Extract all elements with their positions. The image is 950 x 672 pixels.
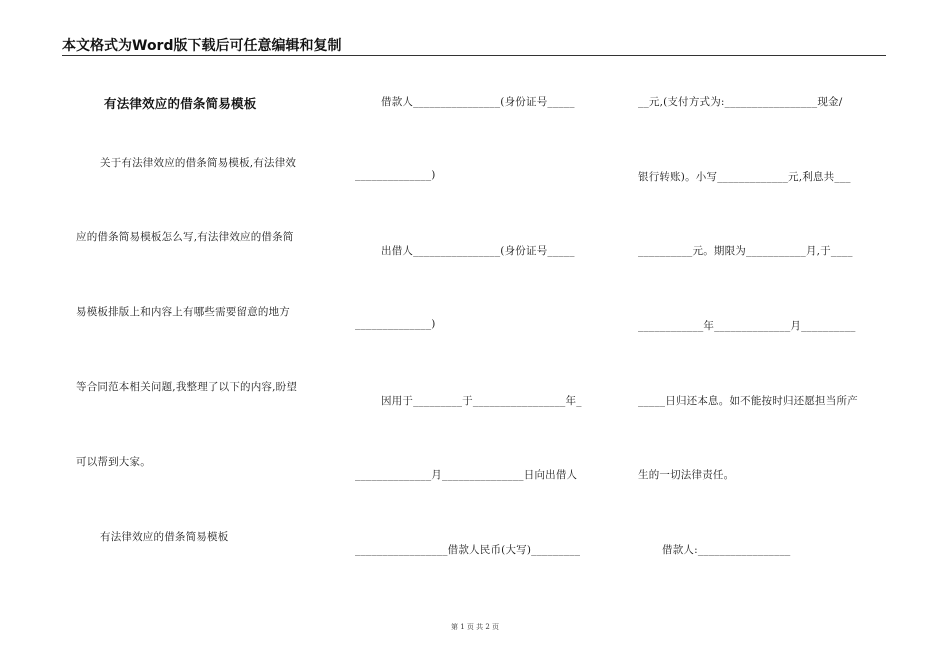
form-line: _____日归还本息。如不能按时归还愿担当所产 <box>638 395 858 407</box>
body-line: 可以帮到大家。 <box>76 456 151 468</box>
form-line: ____________年______________月__________ <box>638 320 856 332</box>
page-footer: 第 1 页 共 2 页 <box>450 623 500 631</box>
body-line: 等合同范本相关问题,我整理了以下的内容,盼望 <box>76 381 298 393</box>
form-line: 银行转账)。小写_____________元,利息共___ <box>638 171 851 183</box>
section-heading: 有法律效应的借条简易模板 <box>100 531 229 543</box>
form-line: ______________) <box>355 318 436 330</box>
document-title: 有法律效应的借条简易模板 <box>104 96 257 111</box>
form-line: _________________借款人民币(大写)_________ <box>355 544 581 556</box>
page-header: 本文格式为Word版下载后可任意编辑和复制 <box>62 38 342 54</box>
form-line: __________元。期限为___________月,于____ <box>638 245 853 257</box>
form-line: 因用于_________于_________________年_ <box>381 395 582 407</box>
body-line: 易模板排版上和内容上有哪些需要留意的地方 <box>76 306 290 318</box>
form-line: __元,(支付方式为:_________________现金/ <box>638 96 843 108</box>
body-line: 关于有法律效应的借条简易模板,有法律效 <box>100 157 297 169</box>
form-line: ______________) <box>355 169 436 181</box>
signature-line: 借款人:_________________ <box>662 544 791 556</box>
form-line: ______________月_______________日向出借人 <box>355 469 578 481</box>
body-line: 应的借条简易模板怎么写,有法律效应的借条简 <box>76 231 294 243</box>
form-line: 出借人________________(身份证号_____ <box>381 245 575 257</box>
form-line: 生的一切法律责任。 <box>638 469 735 481</box>
form-line: 借款人________________(身份证号_____ <box>381 96 575 108</box>
header-divider <box>62 55 886 56</box>
